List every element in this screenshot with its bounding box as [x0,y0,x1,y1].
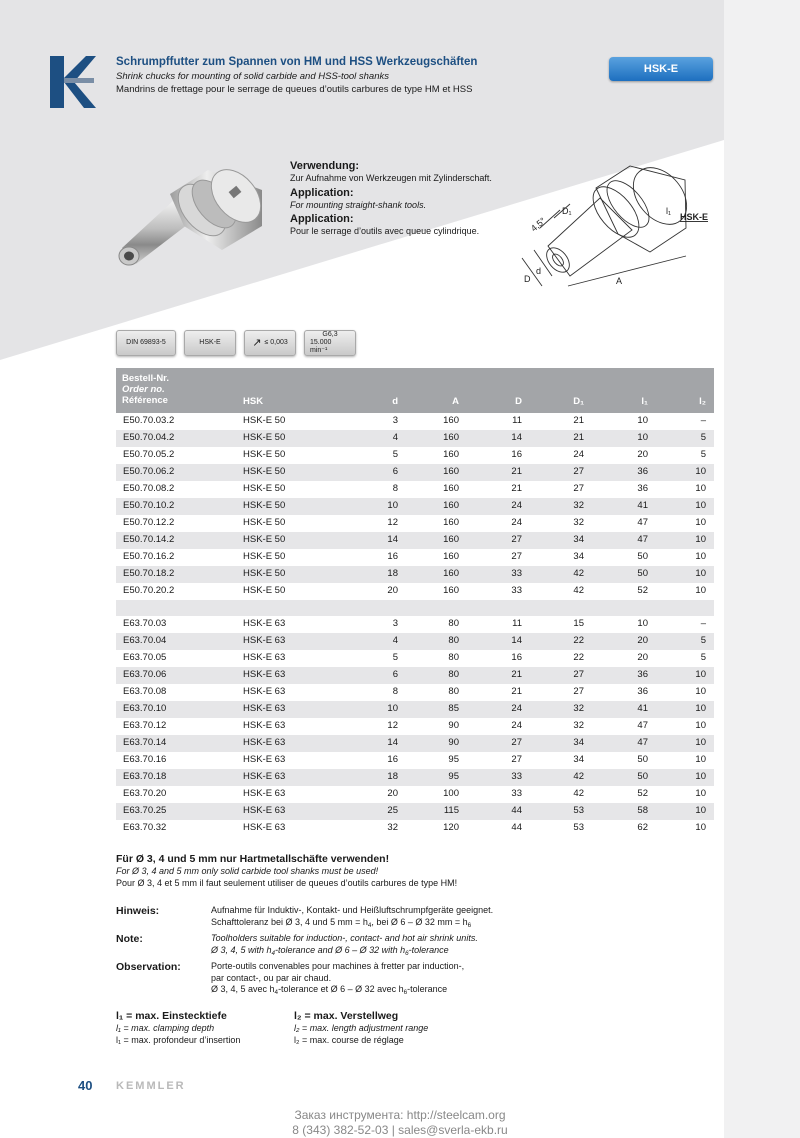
header-D: D [515,396,522,407]
cell-d: 10 [387,703,398,714]
cell-d: 14 [511,635,522,646]
cell-ref: E50.70.18.2 [123,568,175,579]
cell-d: 5 [392,652,398,663]
cell-d: 27 [511,754,522,765]
cell-d: 5 [392,449,398,460]
table-row [116,447,714,464]
cell-l2: 10 [695,483,706,494]
cell-l2: 10 [695,669,706,680]
cell-l2: 10 [695,788,706,799]
cell-a: 160 [443,415,459,426]
table-row [116,786,714,803]
cell-ref: E63.70.10 [123,703,167,714]
cell-d1: 32 [573,720,584,731]
cell-d: 24 [511,500,522,511]
cell-l1: 50 [637,754,648,765]
hsk-e-badge: HSK-E [609,57,713,81]
cell-a: 160 [443,466,459,477]
cell-d1: 32 [573,500,584,511]
cell-d: 4 [392,635,398,646]
cell-l1: 10 [637,415,648,426]
cell-d: 8 [392,686,398,697]
cell-d1: 21 [573,432,584,443]
cell-l2: 10 [695,517,706,528]
cell-d: 12 [387,720,398,731]
cell-d1: 42 [573,568,584,579]
technical-drawing [510,158,720,308]
cell-d1: 27 [573,686,584,697]
cell-d: 6 [392,669,398,680]
cell-ref: E50.70.12.2 [123,517,175,528]
cell-a: 160 [443,449,459,460]
cell-l2: 5 [700,432,706,443]
cell-d: 6 [392,466,398,477]
title-english: Shrink chucks for mounting of solid carbide and HSS-tool shanks [116,71,389,82]
cell-hsk: HSK-E 50 [243,432,286,443]
cell-d: 12 [387,517,398,528]
cell-a: 160 [443,534,459,545]
cell-ref: E63.70.32 [123,822,167,833]
cell-a: 90 [448,737,459,748]
cell-d1: 34 [573,737,584,748]
cell-l2: 10 [695,737,706,748]
cell-ref: E63.70.08 [123,686,167,697]
cell-d1: 21 [573,415,584,426]
cell-a: 95 [448,754,459,765]
cell-l2: – [700,618,706,629]
page-number: 40 [78,1078,93,1093]
cell-ref: E50.70.03.2 [123,415,175,426]
din-spec: DIN 69893-5 [116,330,176,356]
drawing-A-label: A [616,276,623,286]
cell-ref: E63.70.14 [123,737,167,748]
usage-section [290,160,520,240]
cell-d: 44 [511,805,522,816]
table-row [116,464,714,481]
cell-hsk: HSK-E 50 [243,534,286,545]
cell-d: 33 [511,771,522,782]
table-row [116,616,714,633]
header-l2: l₂ [699,396,706,407]
table-group-hsk-e50 [116,413,714,600]
header-reference: Bestell-Nr. Order no. Référence [122,373,169,406]
cell-ref: E50.70.14.2 [123,534,175,545]
cell-d: 33 [511,568,522,579]
cell-a: 80 [448,686,459,697]
cell-ref: E63.70.12 [123,720,167,731]
cell-hsk: HSK-E 63 [243,635,286,646]
cell-d1: 22 [573,635,584,646]
cell-d: 14 [387,737,398,748]
note-fr: Observation: Porte-outils convenables pour machines à fretter par induction-, par contact-, ou par air chaud. Ø 3, 4, 5 avec $h_4$-tolerance et Ø 6 – Ø 32 avec $h_6$-tolerance [116,961,465,996]
side-panel [724,0,800,1138]
cell-d: 20 [387,788,398,799]
notice-fr: Pour Ø 3, 4 et 5 mm il faut seulement utiliser de queues d’outils carbures de type HM! [116,877,458,888]
header-l1: l₁ [641,396,648,407]
cell-hsk: HSK-E 63 [243,754,286,765]
cell-l2: 5 [700,635,706,646]
header-hsk: HSK [243,396,264,407]
runout-arrow-icon: ↗ [252,337,262,349]
table-row [116,413,714,430]
cell-d: 27 [511,737,522,748]
table-header [116,368,714,413]
cell-l1: 47 [637,517,648,528]
cell-d: 44 [511,822,522,833]
cell-ref: E50.70.20.2 [123,585,175,596]
title-german: Schrumpffutter zum Spannen von HM und HSS Werkzeugschäften [116,56,478,68]
cell-d: 16 [511,652,522,663]
drawing-d-label: d [536,266,542,276]
cell-ref: E50.70.16.2 [123,551,175,562]
title-block [116,55,596,96]
note-de: Hinweis: Aufnahme für Induktiv-, Kontakt- und Heißluftschrumpfgeräte geeignet. Schafttoleranz bei Ø 3, 4 und 5 mm = $h_4$, bei Ø 6 – Ø 32 mm = $h_6$ [116,905,494,929]
cell-d: 11 [512,618,522,629]
cell-ref: E63.70.16 [123,754,167,765]
cell-d: 14 [387,534,398,545]
legend-l2: l₂ = max. Verstellweg l₂ = max. length adjustment range l₂ = max. course de réglage [294,1010,429,1045]
cell-d: 24 [511,720,522,731]
notice-de: Für Ø 3, 4 und 5 mm nur Hartmetallschäfte verwenden! [116,853,390,865]
cell-d1: 34 [573,551,584,562]
cell-a: 80 [448,652,459,663]
drawing-d1-label: D₁ [562,206,572,216]
usage-text-en: For mounting straight-shank tools. [290,199,427,210]
cell-l2: 10 [695,551,706,562]
table-row [116,498,714,515]
cell-d: 24 [511,517,522,528]
header-A: A [452,396,459,407]
cell-l1: 10 [637,432,648,443]
cell-d: 27 [511,551,522,562]
cell-hsk: HSK-E 50 [243,585,286,596]
cell-l1: 58 [637,805,648,816]
cell-l1: 47 [637,720,648,731]
title-french: Mandrins de frettage pour le serrage de queues d’outils carbures de type HM et HSS [116,84,473,95]
cell-a: 100 [443,788,459,799]
notice-en: For Ø 3, 4 and 5 mm only solid carbide tool shanks must be used! [116,866,379,876]
cell-l2: 10 [695,754,706,765]
table-row [116,752,714,769]
cell-d: 10 [387,500,398,511]
dimension-table [116,368,714,837]
cell-a: 160 [443,551,459,562]
cell-l1: 10 [637,618,648,629]
cell-d1: 15 [573,618,584,629]
cell-a: 80 [448,669,459,680]
cell-l2: 10 [695,500,706,511]
drawing-D-label: D [524,274,531,284]
legend [116,1010,616,1046]
cell-a: 80 [448,618,459,629]
cell-d1: 32 [573,703,584,714]
cell-ref: E50.70.10.2 [123,500,175,511]
cell-l1: 50 [637,568,648,579]
table-row [116,633,714,650]
cell-d1: 34 [573,754,584,765]
drawing-hsk-label: HSK-E [680,212,709,222]
cell-hsk: HSK-E 50 [243,517,286,528]
cell-d1: 22 [573,652,584,663]
cell-d: 16 [387,551,398,562]
cell-hsk: HSK-E 50 [243,551,286,562]
footer-order-link[interactable]: Заказ инструмента: http://steelcam.org [294,1108,506,1122]
cell-ref: E50.70.06.2 [123,466,175,477]
cell-hsk: HSK-E 63 [243,805,286,816]
cell-l1: 47 [637,534,648,545]
cell-ref: E63.70.20 [123,788,167,799]
cell-ref: E63.70.05 [123,652,167,663]
runout-spec: ↗ ≤ 0,003 [244,330,296,356]
shrink-chuck-photo [112,160,272,275]
cell-hsk: HSK-E 50 [243,466,286,477]
cell-d: 18 [387,568,398,579]
cell-l1: 36 [637,466,648,477]
table-row [116,701,714,718]
cell-l1: 41 [637,703,648,714]
cell-d: 33 [511,788,522,799]
table-row [116,769,714,786]
cell-l1: 50 [637,551,648,562]
balance-spec: G6,3 15.000 min⁻¹ [304,330,356,356]
cell-d1: 34 [573,534,584,545]
header-d: d [392,396,398,407]
cell-l2: 10 [695,805,706,816]
table-row [116,430,714,447]
table-row [116,684,714,701]
cell-l2: – [700,415,706,426]
cell-hsk: HSK-E 63 [243,788,286,799]
cell-a: 160 [443,585,459,596]
cell-a: 160 [443,483,459,494]
cell-l1: 20 [637,635,648,646]
cell-a: 80 [448,635,459,646]
cell-d1: 42 [573,771,584,782]
cell-l1: 20 [637,449,648,460]
cell-ref: E63.70.06 [123,669,167,680]
cell-ref: E50.70.05.2 [123,449,175,460]
table-row [116,820,714,837]
table-row [116,735,714,752]
cell-d: 20 [387,585,398,596]
cell-hsk: HSK-E 63 [243,686,286,697]
cell-l1: 20 [637,652,648,663]
cell-hsk: HSK-E 50 [243,568,286,579]
cell-l2: 5 [700,652,706,663]
brand-name: KEMMLER [116,1080,186,1092]
contact-footer [0,1108,800,1138]
cell-l2: 10 [695,568,706,579]
cell-d1: 27 [573,669,584,680]
cell-hsk: HSK-E 63 [243,618,286,629]
cell-hsk: HSK-E 63 [243,737,286,748]
note-en: Note: Toolholders suitable for induction-, contact- and hot air shrink units. Ø 3, 4, 5 with $h_4$-tolerance and Ø 6 – Ø 32 with $h_6$-tolerance [116,933,478,957]
cell-hsk: HSK-E 63 [243,669,286,680]
cell-d1: 24 [573,449,584,460]
cell-l1: 36 [637,483,648,494]
cell-l1: 36 [637,669,648,680]
cell-d: 3 [392,415,398,426]
cell-d: 16 [511,449,522,460]
cell-a: 95 [448,771,459,782]
cell-d: 14 [511,432,522,443]
usage-heading-fr: Application: [290,213,354,225]
cell-hsk: HSK-E 50 [243,500,286,511]
table-row [116,549,714,566]
cell-a: 85 [448,703,459,714]
carbide-notice [116,853,714,889]
table-row [116,566,714,583]
cell-l1: 62 [637,822,648,833]
table-row [116,583,714,600]
cell-hsk: HSK-E 63 [243,771,286,782]
cell-d: 3 [392,618,398,629]
cell-hsk: HSK-E 63 [243,703,286,714]
header-D1: D₁ [573,396,584,407]
table-row [116,515,714,532]
cell-ref: E63.70.18 [123,771,167,782]
cell-a: 160 [443,432,459,443]
cell-l2: 10 [695,771,706,782]
notes-section [116,905,714,1001]
cell-a: 120 [443,822,459,833]
cell-l2: 5 [700,449,706,460]
cell-l1: 52 [637,788,648,799]
cell-d: 33 [511,585,522,596]
cell-l2: 10 [695,822,706,833]
cell-d1: 42 [573,585,584,596]
cell-d: 21 [511,669,522,680]
cell-l2: 10 [695,720,706,731]
cell-l2: 10 [695,703,706,714]
cell-d1: 32 [573,517,584,528]
cell-hsk: HSK-E 50 [243,415,286,426]
cell-d: 18 [387,771,398,782]
cell-l2: 10 [695,686,706,697]
table-row [116,718,714,735]
cell-a: 115 [443,805,459,816]
cell-hsk: HSK-E 63 [243,822,286,833]
cell-a: 160 [443,517,459,528]
hsk-spec: HSK-E [184,330,236,356]
cell-l1: 47 [637,737,648,748]
usage-text-de: Zur Aufnahme von Werkzeugen mit Zylinderschaft. [290,173,492,183]
drawing-angle-label: 4,5° [528,215,548,234]
cell-l2: 10 [695,534,706,545]
cell-hsk: HSK-E 50 [243,449,286,460]
cell-d1: 42 [573,788,584,799]
cell-ref: E63.70.04 [123,635,167,646]
cell-d: 8 [392,483,398,494]
cell-d1: 27 [573,483,584,494]
cell-a: 90 [448,720,459,731]
cell-a: 160 [443,500,459,511]
table-row [116,532,714,549]
cell-d: 24 [511,703,522,714]
cell-l2: 10 [695,585,706,596]
cell-d: 27 [511,534,522,545]
cell-d: 11 [512,415,522,426]
cell-a: 160 [443,568,459,579]
cell-d1: 27 [573,466,584,477]
cell-l2: 10 [695,466,706,477]
kemmler-logo-icon [50,56,96,108]
cell-d: 4 [392,432,398,443]
footer-contact[interactable]: 8 (343) 382-52-03 | sales@sverla-ekb.ru [292,1123,508,1137]
cell-d: 25 [387,805,398,816]
cell-l1: 41 [637,500,648,511]
cell-ref: E50.70.04.2 [123,432,175,443]
table-row [116,667,714,684]
table-row [116,650,714,667]
cell-l1: 36 [637,686,648,697]
cell-d: 21 [511,686,522,697]
cell-d1: 53 [573,822,584,833]
cell-hsk: HSK-E 50 [243,483,286,494]
cell-ref: E50.70.08.2 [123,483,175,494]
cell-l1: 50 [637,771,648,782]
table-group-hsk-e63 [116,616,714,837]
cell-ref: E63.70.03 [123,618,167,629]
cell-d: 32 [387,822,398,833]
table-row [116,803,714,820]
usage-heading-en: Application: [290,186,354,199]
cell-l1: 52 [637,585,648,596]
table-spacer [116,600,714,616]
cell-d: 21 [511,466,522,477]
cell-ref: E63.70.25 [123,805,167,816]
cell-d: 16 [387,754,398,765]
cell-hsk: HSK-E 63 [243,652,286,663]
usage-heading-de: Verwendung: [290,160,360,172]
cell-d1: 53 [573,805,584,816]
table-row [116,481,714,498]
spec-row [116,330,356,356]
usage-text-fr: Pour le serrage d’outils avec queue cylindrique. [290,226,480,236]
drawing-l1-label: l₁ [666,206,672,216]
legend-l1: l₁ = max. Einstecktiefe l₁ = max. clamping depth l₁ = max. profondeur d’insertion [116,1010,241,1045]
cell-d: 21 [511,483,522,494]
cell-hsk: HSK-E 63 [243,720,286,731]
